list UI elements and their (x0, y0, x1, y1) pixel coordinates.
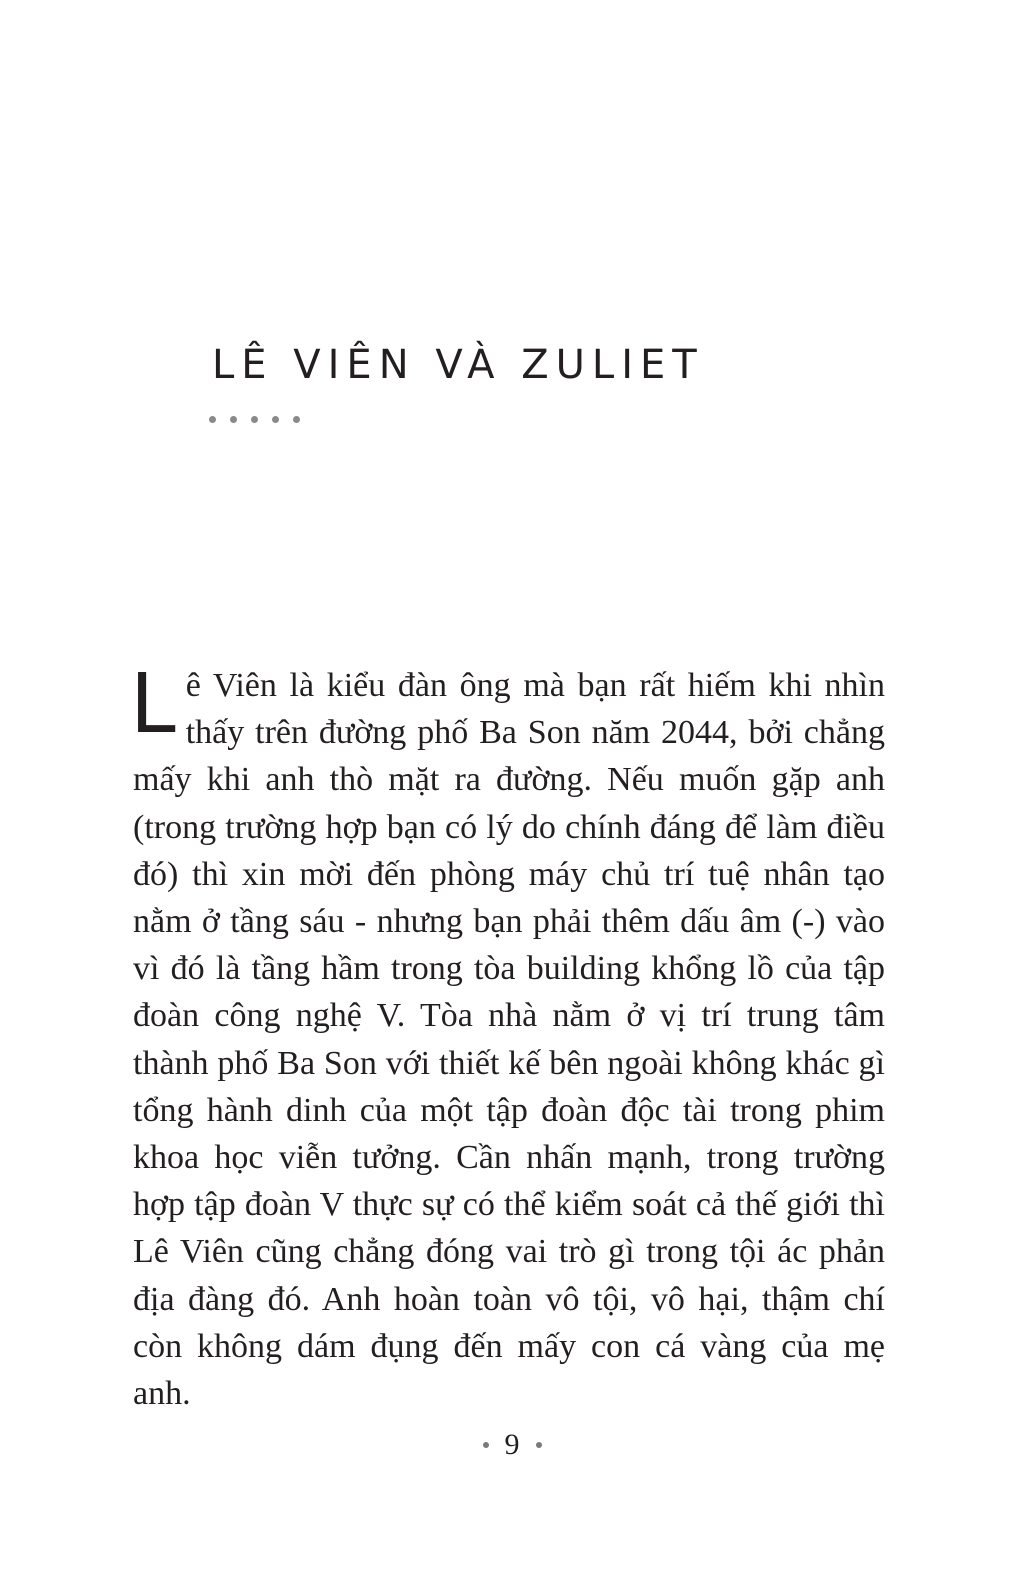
drop-cap: L (130, 657, 176, 752)
footer-dot-right (536, 1442, 542, 1448)
ornament-dot (230, 416, 237, 423)
title-ornament-dots (209, 416, 300, 423)
body-paragraph (130, 657, 885, 1417)
ornament-dot (251, 416, 258, 423)
body-paragraph-text: ê Viên là kiểu đàn ông mà bạn rất hiếm khi nhìn thấy trên đường phố Ba Son năm 2044, bởi chẳng mấy khi anh thò mặt ra đường. Nếu muốn gặp anh (trong trường hợp bạn có lý do chính đáng để làm điều đó) thì xin mời đến phòng máy chủ trí tuệ nhân tạo nằm ở tầng sáu - nhưng bạn phải thêm dấu âm (-) vào vì đó là tầng hầm trong tòa building khổng lồ của tập đoàn công nghệ V. Tòa nhà nằm ở vị trí trung tâm thành phố Ba Son với thiết kế bên ngoài không khác gì tổng hành dinh của một tập đoàn độc tài trong phim khoa học viễn tưởng. Cần nhấn mạnh, trong trường hợp tập đoàn V thực sự có thể kiểm soát cả thế giới thì Lê Viên cũng chẳng đóng vai trò gì trong tội ác phản địa đàng đó. Anh hoàn toàn vô tội, vô hại, thậm chí còn không dám đụng đến mấy con cá vàng của mẹ anh. (133, 667, 885, 1413)
footer-dot-left (483, 1442, 489, 1448)
page-footer (0, 1428, 1024, 1462)
ornament-dot (293, 416, 300, 423)
ornament-dot (209, 416, 216, 423)
ornament-dot (272, 416, 279, 423)
chapter-title: LÊ VIÊN VÀ ZULIET (212, 342, 704, 388)
page-number: 9 (504, 1428, 520, 1461)
